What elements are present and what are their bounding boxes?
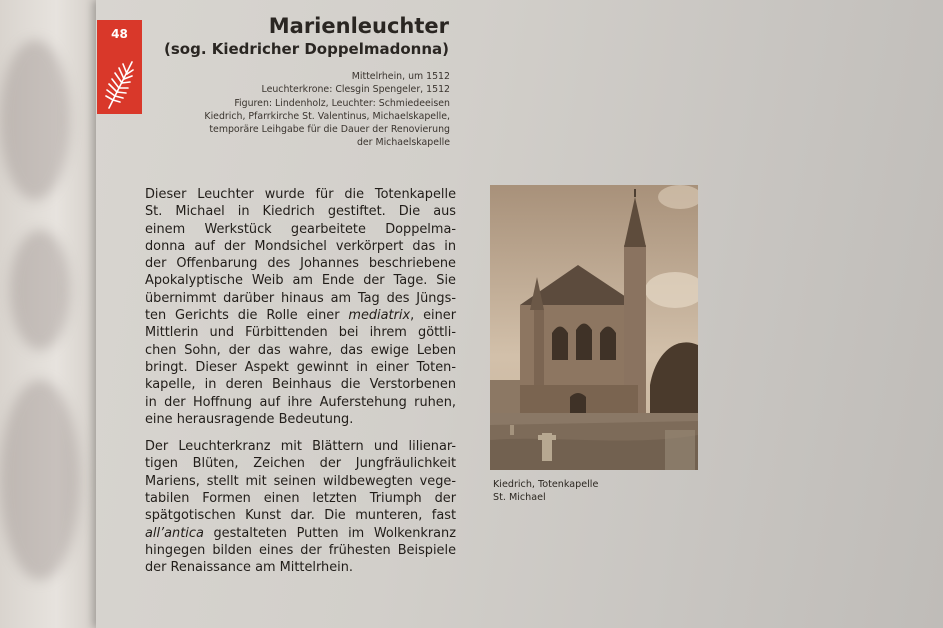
- exhibit-badge: [97, 20, 142, 114]
- text-line: Der Leuchterkranz mit Blättern und lilienar-: [145, 439, 456, 455]
- caption-line: St. Michael: [493, 491, 546, 503]
- paragraph-2: [145, 438, 456, 576]
- text-line: der Renaissance am Mittelrhein.: [145, 560, 353, 576]
- text-line: tabilen Formen einen letzten Triumph der: [145, 491, 456, 507]
- exhibit-metadata: [204, 70, 450, 150]
- description-text: [145, 186, 456, 587]
- text-run: gestalteten Putten im Wolkenkranz: [203, 525, 456, 541]
- paragraph-1: [145, 186, 456, 428]
- text-line: Mariens, stellt mit seinen wildbewegten vege-: [145, 473, 456, 489]
- meta-line: Kiedrich, Pfarrkirche St. Valentinus, Michaelskapelle,: [204, 110, 450, 122]
- text-run: ten Gerichts die Rolle einer: [145, 308, 349, 324]
- exhibit-title: Marienleuchter: [268, 14, 449, 38]
- text-line: einem Werkstück gearbeitete Doppelma-: [145, 221, 456, 237]
- text-line: der Offenbarung des Johannes beschriebene: [145, 256, 456, 272]
- meta-line: temporäre Leihgabe für die Dauer der Renovierung: [209, 124, 450, 136]
- text-line: in der Hoffnung auf ihre Auferstehung ruhen,: [145, 394, 456, 410]
- emphasis-all-antica: all’antica: [145, 525, 204, 541]
- chapel-photo: [490, 185, 698, 470]
- leaf-shadow: [0, 380, 80, 580]
- meta-line: der Michaelskapelle: [356, 137, 450, 149]
- leaf-shadow: [10, 230, 70, 350]
- emphasis-mediatrix: mediatrix: [348, 308, 411, 324]
- text-line: tigen Blüten, Zeichen der Jungfräulichkeit: [145, 456, 456, 472]
- text-line: hingegen bilden eines der frühesten Beispiele: [145, 542, 456, 558]
- exhibit-subtitle: (sog. Kiedricher Doppelmadonna): [164, 40, 449, 58]
- text-line: donna auf der Mondsichel verkörpert das in: [145, 238, 456, 254]
- photo-caption: [493, 479, 598, 504]
- text-line: Apokalyptische Weib am Ende der Tage. Sie: [145, 273, 456, 289]
- meta-line: Leuchterkrone: Clesgin Spengeler, 1512: [261, 84, 450, 96]
- text-line: Mittlerin und Fürbittenden bei ihrem göttli-: [145, 325, 456, 341]
- text-line: Dieser Leuchter wurde für die Totenkapelle: [145, 187, 456, 202]
- text-line: eine herausragende Bedeutung.: [145, 411, 354, 427]
- exhibit-number: 48: [111, 27, 128, 41]
- text-line: [145, 525, 456, 542]
- caption-line: Kiedrich, Totenkapelle: [493, 479, 599, 490]
- text-line: übernimmt darüber hinaus am Tag des Jüngs-: [145, 290, 456, 306]
- meta-line: Figuren: Lindenholz, Leuchter: Schmiedeeisen: [234, 97, 450, 109]
- meta-line: Mittelrhein, um 1512: [351, 71, 450, 82]
- text-line: [145, 307, 456, 324]
- leaf-shadow: [0, 40, 70, 200]
- text-line: St. Michael in Kiedrich gestiftet. Die aus: [145, 204, 456, 220]
- chapel-illustration: [490, 185, 698, 470]
- text-line: spätgotischen Kunst dar. Die munteren, fast: [145, 508, 456, 524]
- text-line: kapelle, in deren Beinhaus die Verstorbenen: [145, 377, 456, 393]
- leaf-icon: [103, 58, 136, 110]
- text-line: bringt. Dieser Aspekt gewinnt in einer Toten-: [145, 359, 456, 375]
- text-line: chen Sohn, der das wahre, das ewige Leben: [145, 342, 456, 358]
- text-run: , einer: [410, 308, 457, 324]
